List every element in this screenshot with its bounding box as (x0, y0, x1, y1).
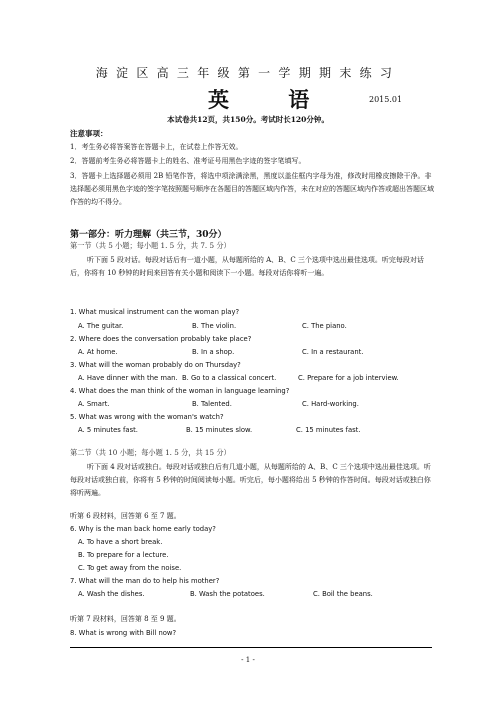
question: 5. What was wrong with the woman's watch? (70, 413, 224, 421)
option-b: B. Go to a classical concert. (182, 374, 277, 382)
option-c: C. Prepare for a job interview. (298, 374, 399, 382)
option-c: C. 15 minutes fast. (296, 426, 361, 434)
option-a: A. 5 minutes fast. (78, 426, 138, 434)
option-a: A. To have a short break. (78, 538, 163, 546)
exam-date: 2015.01 (369, 95, 403, 104)
option-a: A. The guitar. (78, 322, 124, 330)
note-item: 2．答题前考生务必将答题卡上的姓名、准考证号用黑色字迹的签字笔填写。 (70, 157, 306, 165)
option-b: B. 15 minutes slow. (186, 426, 253, 434)
option-a: A. Wash the dishes. (78, 590, 145, 598)
section-title: 第二节（共 10 小题；每小题 1. 5 分，共 15 分） (70, 448, 231, 457)
page-number: - 1 - (241, 656, 255, 664)
question: 1. What musical instrument can the woman play? (70, 308, 240, 316)
option-b: B. To prepare for a lecture. (78, 551, 169, 559)
question: 8. What is wrong with Bill now? (70, 629, 177, 637)
question: 4. What does the man think of the woman in language learning? (70, 387, 290, 395)
section-instructions: 听下面 4 段对话或独白。每段对话或独白后有几道小题，从每题所给的 A、B、C 三个选项中选出最佳选项。听每段对话或独白前，你将有 5 秒钟的时间阅读每小题。听完后，每小题将给出 5 秒钟的作答时间。每段对话或独白你将听两遍。 (70, 463, 431, 497)
question: 6. Why is the man back home early today? (70, 525, 216, 533)
exam-title: 海淀区高三年级第一学期期末练习 (95, 66, 401, 80)
part-title: 第一部分：听力理解（共三节，30分） (70, 230, 227, 240)
question: 7. What will the man do to help his mother? (70, 577, 220, 585)
section-instructions: 听下面 5 段对话。每段对话后有一道小题，从每题所给的 A、B、C 三个选项中选出最佳选项。听完每段对话后，你将有 10 秒钟的时间来回答有关小题和阅读下一小题。每段对话你将听一遍。 (70, 256, 424, 277)
material-label: 听第 7 段材料，回答第 8 至 9 题。 (70, 615, 181, 623)
option-c: C. The piano. (302, 322, 347, 330)
option-c: C. In a restaurant. (302, 348, 364, 356)
section-title: 第一节（共 5 小题；每小题 1. 5 分，共 7. 5 分） (70, 241, 231, 250)
option-c: C. To get away from the noise. (78, 564, 182, 572)
option-a: A. Smart. (78, 400, 110, 408)
option-b: B. The violin. (192, 322, 237, 330)
notes-title: 注意事项： (70, 129, 108, 138)
option-c: C. Boil the beans. (313, 590, 373, 598)
option-b: B. In a shop. (192, 348, 235, 356)
option-b: B. Wash the potatoes. (190, 590, 265, 598)
material-label: 听第 6 段材料，回答第 6 至 7 题。 (70, 512, 181, 520)
option-b: B. Talented. (192, 400, 232, 408)
note-item: 3．答题卡上选择题必须用 2B 铅笔作答，将选中项涂满涂黑，黑度以盖住框内字母为准，修改时用橡皮擦除干净。非选择题必须用黑色字迹的签字笔按照题号顺序在各题目的答题区域内作答，未在对应的答题区域内作答或超出答题区域作答的均不得分。 (70, 172, 434, 206)
note-item: 1．考生务必将答案答在答题卡上，在试卷上作答无效。 (70, 143, 243, 151)
subject-title: 英 语 (208, 87, 336, 112)
exam-meta: 本试卷共12页，共150分。考试时长120分钟。 (167, 115, 329, 124)
question: 3. What will the woman probably do on Thursday? (70, 361, 241, 369)
option-a: A. Have dinner with the man. (78, 374, 178, 382)
question: 2. Where does the conversation probably take place? (70, 335, 252, 343)
option-a: A. At home. (78, 348, 118, 356)
option-c: C. Hard-working. (302, 400, 359, 408)
footer-divider (70, 647, 432, 648)
